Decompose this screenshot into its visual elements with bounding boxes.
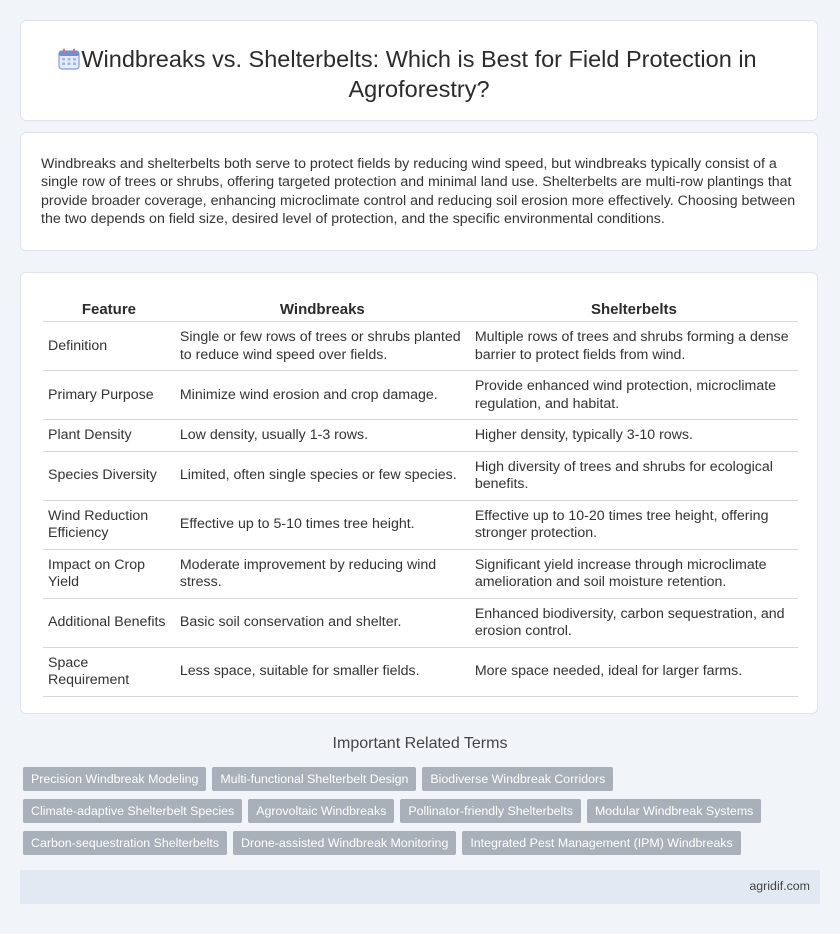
table-row [43, 420, 798, 452]
feature-cell: Plant Density [43, 420, 175, 452]
table-row [43, 550, 798, 599]
windbreaks-cell: Less space, suitable for smaller fields. [175, 648, 470, 697]
windbreaks-cell: Moderate improvement by reducing wind stress. [175, 550, 470, 599]
footer-site-link[interactable]: agridif.com [749, 879, 810, 893]
footer-bar [20, 870, 820, 904]
windbreaks-cell: Low density, usually 1-3 rows. [175, 420, 470, 452]
shelterbelts-cell: Enhanced biodiversity, carbon sequestration, and erosion control. [470, 599, 798, 648]
related-terms-list [23, 767, 823, 863]
header-windbreaks: Windbreaks [175, 295, 470, 322]
table-header-row [43, 295, 798, 322]
shelterbelts-cell: More space needed, ideal for larger farms. [470, 648, 798, 697]
feature-cell: Species Diversity [43, 452, 175, 501]
feature-cell: Impact on Crop Yield [43, 550, 175, 599]
windbreaks-cell: Limited, often single species or few species. [175, 452, 470, 501]
comparison-table-card [20, 272, 818, 714]
shelterbelts-cell: Higher density, typically 3-10 rows. [470, 420, 798, 452]
windbreaks-cell: Basic soil conservation and shelter. [175, 599, 470, 648]
related-terms-heading: Important Related Terms [332, 735, 508, 752]
windbreaks-cell: Single or few rows of trees or shrubs planted to reduce wind speed over fields. [175, 322, 470, 371]
feature-cell: Definition [43, 322, 175, 371]
related-term-tag[interactable]: Climate-adaptive Shelterbelt Species [23, 799, 242, 823]
shelterbelts-cell: Effective up to 10-20 times tree height, offering stronger protection. [470, 501, 798, 550]
related-term-tag[interactable]: Integrated Pest Management (IPM) Windbreaks [462, 831, 740, 855]
shelterbelts-cell: Significant yield increase through microclimate amelioration and soil moisture retention. [470, 550, 798, 599]
feature-cell: Primary Purpose [43, 371, 175, 420]
related-term-tag[interactable]: Precision Windbreak Modeling [23, 767, 206, 791]
shelterbelts-cell: High diversity of trees and shrubs for ecological benefits. [470, 452, 798, 501]
feature-cell: Additional Benefits [43, 599, 175, 648]
intro-paragraph: Windbreaks and shelterbelts both serve to protect fields by reducing wind speed, but windbreaks typically consist of a single row of trees or shrubs, offering targeted protection and minimal land use. Shelterbelts are multi-row plantings that provide broader coverage, enhancing microclimate control and reducing soil erosion more effectively. Choosing between the two depends on field size, desired level of protection, and the specific environmental conditions. [41, 156, 796, 228]
table-row [43, 322, 798, 371]
feature-cell: Space Requirement [43, 648, 175, 697]
shelterbelts-cell: Multiple rows of trees and shrubs forming a dense barrier to protect fields from wind. [470, 322, 798, 371]
windbreaks-cell: Minimize wind erosion and crop damage. [175, 371, 470, 420]
related-term-tag[interactable]: Biodiverse Windbreak Corridors [422, 767, 613, 791]
related-term-tag[interactable]: Drone-assisted Windbreak Monitoring [233, 831, 456, 855]
related-term-tag[interactable]: Modular Windbreak Systems [587, 799, 761, 823]
intro-card [20, 132, 818, 251]
table-row [43, 452, 798, 501]
table-row [43, 371, 798, 420]
header-feature: Feature [43, 295, 175, 322]
feature-cell: Wind Reduction Efficiency [43, 501, 175, 550]
related-term-tag[interactable]: Pollinator-friendly Shelterbelts [400, 799, 581, 823]
table-row [43, 648, 798, 697]
related-term-tag[interactable]: Carbon-sequestration Shelterbelts [23, 831, 227, 855]
header-shelterbelts: Shelterbelts [470, 295, 798, 322]
table-row [43, 599, 798, 648]
windbreaks-cell: Effective up to 5-10 times tree height. [175, 501, 470, 550]
related-term-tag[interactable]: Agrovoltaic Windbreaks [248, 799, 394, 823]
related-term-tag[interactable]: Multi-functional Shelterbelt Design [212, 767, 416, 791]
page-title: Windbreaks vs. Shelterbelts: Which is Best for Field Protection in Agroforestry? [81, 46, 757, 102]
comparison-table [43, 295, 798, 697]
table-row [43, 501, 798, 550]
title-card [20, 20, 818, 121]
shelterbelts-cell: Provide enhanced wind protection, microclimate regulation, and habitat. [470, 371, 798, 420]
